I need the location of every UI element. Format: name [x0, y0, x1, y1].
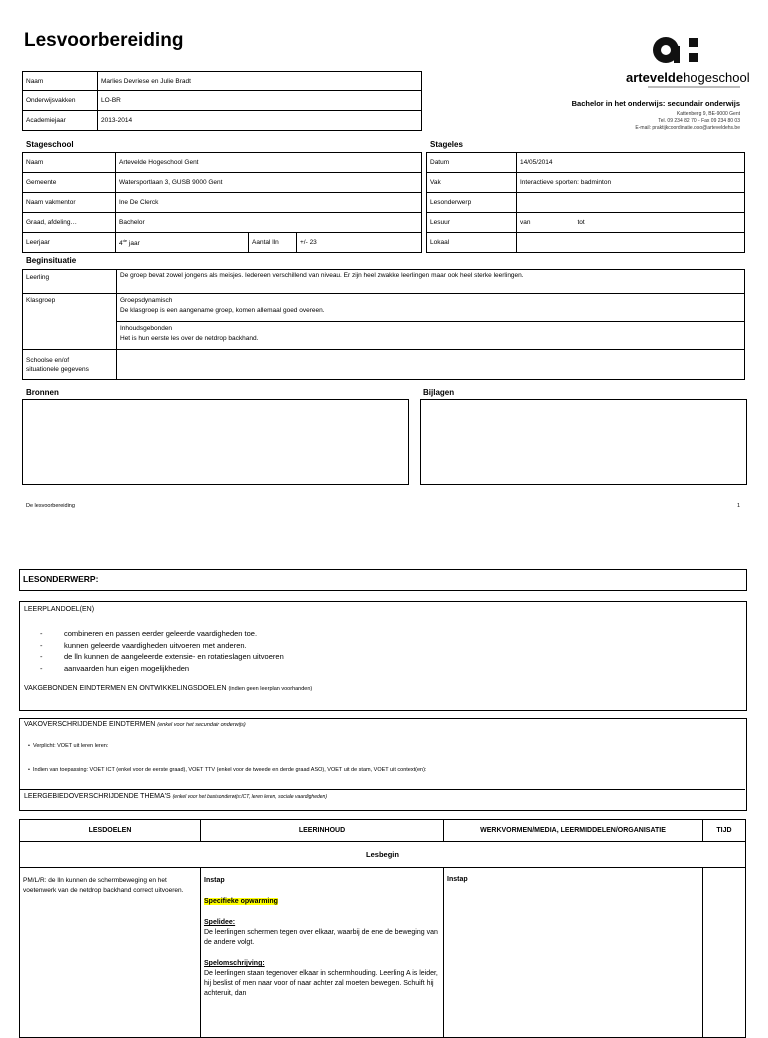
- logo-underline: [648, 86, 740, 88]
- vakoverschrijdend-heading: VAKOVERSCHRIJDENDE EINDTERMEN (enkel voor het secundair onderwijs): [24, 721, 246, 728]
- inhoudsgebonden-value: Het is hun eerste les over de netdrop backhand.: [120, 335, 259, 342]
- lesbegin-row: Lesbegin: [20, 842, 746, 868]
- spelidee-text: De leerlingen schermen tegen over elkaar, waarbij de ene de beweging van de andere volgt.: [204, 929, 438, 946]
- instap-label: Instap: [204, 877, 225, 884]
- beginsituatie-table: [22, 269, 745, 380]
- school-phone: Tel. 09 234 82 70 - Fax 09 234 80 03: [658, 118, 740, 124]
- footer-label: De lesvoorbereiding: [26, 503, 75, 509]
- inhoudsgebonden-cell: [117, 322, 745, 350]
- school-email: E-mail: praktijkcoordinatie.oso@arteveldehs.be: [635, 125, 740, 131]
- leerjaar-label: Leerjaar: [23, 233, 116, 253]
- school-address: Kattenberg 9, BE-9000 Gent: [676, 111, 740, 117]
- info-label: Naam: [23, 72, 98, 91]
- leerplandoelen-heading: LEERPLANDOEL(EN): [24, 606, 95, 613]
- stageschool-label: Gemeente: [23, 173, 116, 193]
- stageles-label: Datum: [427, 153, 517, 173]
- list-item: - combineren en passen eerder geleerde vaardigheden toe.: [40, 629, 258, 638]
- stageles-label: Lokaal: [427, 233, 517, 253]
- spelomschrijving-title: Spelomschrijving:: [204, 960, 265, 967]
- lesonderwerp-box: [19, 569, 747, 591]
- artevelde-logo-icon: [650, 34, 706, 66]
- stageles-value: 14/05/2014: [517, 153, 745, 173]
- info-label: Academiejaar: [23, 111, 98, 131]
- info-value: 2013-2014: [98, 111, 422, 131]
- toepassing-item: • Indien van toepassing: VOET ICT (enkel voor de eerste graad), VOET TTV (enkel voor de tweede en derde graad ASO), VOET uit de stam, VOET uit context(en):: [28, 767, 427, 773]
- stageschool-table: [22, 152, 422, 253]
- stageschool-label: Graad, afdeling…: [23, 213, 116, 233]
- aantal-label: Aantal lln: [249, 233, 297, 253]
- leerling-label: Leerling: [23, 270, 117, 294]
- lesuur-van: van: [517, 213, 575, 233]
- program-name: Bachelor in het onderwijs: secundair onderwijs: [571, 99, 740, 108]
- stageschool-label: Naam vakmentor: [23, 193, 116, 213]
- bronnen-heading: Bronnen: [26, 388, 59, 397]
- leerinhoud-cell: [201, 868, 444, 1038]
- school-logo-text: [626, 70, 750, 85]
- bronnen-box: [22, 399, 409, 485]
- stageschool-label: Naam: [23, 153, 116, 173]
- page-number: 1: [737, 503, 741, 509]
- stageles-value: [517, 233, 745, 253]
- list-item: - de lln kunnen de aangeleerde extensie- en rotatieslagen uitvoeren: [40, 652, 284, 661]
- info-value: Marlies Devriese en Julie Bradt: [98, 72, 422, 91]
- leerplandoelen-box: [19, 601, 747, 711]
- list-item: - aanvaarden hun eigen mogelijkheden: [40, 663, 190, 673]
- logo-text-bold: artevelde: [626, 70, 684, 85]
- header-leerinhoud: LEERINHOUD: [201, 820, 444, 842]
- klasgroep-label: Klasgroep: [23, 294, 117, 350]
- leergebied-heading: LEERGEBIEDOVERSCHRIJDENDE THEMA'S (enkel voor het basisonderwijs:ICT, leren leren, sociale vaardigheden): [24, 793, 327, 800]
- vakoverschrijdend-box: [19, 718, 747, 811]
- info-value: LO-BR: [98, 91, 422, 111]
- stageschool-value: Ine De Clerck: [116, 193, 422, 213]
- lesonderwerp-label: LESONDERWERP:: [23, 574, 99, 584]
- verplicht-item: • Verplicht: VOET uit leren leren:: [28, 743, 109, 749]
- groepsdynamisch-cell: [117, 294, 745, 322]
- leerling-value: De groep bevat zowel jongens als meisjes. Iedereen verschillend van niveau. Er zijn heel zwakke leerlingen maar ook heel sterke leerlingen.: [117, 270, 745, 294]
- header-tijd: TIJD: [703, 820, 746, 842]
- leerplandoelen-list: [40, 628, 284, 674]
- stageschool-value: Bachelor: [116, 213, 422, 233]
- logo-text-normal: hogeschool: [683, 70, 750, 85]
- divider: [19, 789, 745, 790]
- stageles-heading: Stageles: [430, 140, 463, 149]
- stageles-value: Interactieve sporten: badminton: [517, 173, 745, 193]
- info-label: Onderwijsvakken: [23, 91, 98, 111]
- aantal-value: +/- 23: [297, 233, 422, 253]
- stageles-label: Vak: [427, 173, 517, 193]
- stageschool-heading: Stageschool: [26, 140, 74, 149]
- lesdoel-cell: PM/L/R: de lln kunnen de schermbeweging en het voetenwerk van de netdrop backhand correct uitvoeren.: [20, 868, 201, 1038]
- stageschool-value: Watersportlaan 3, GUSB 9000 Gent: [116, 173, 422, 193]
- leerjaar-value: 4de jaar: [116, 233, 249, 253]
- student-info-table: [22, 71, 422, 131]
- spelidee-title: Spelidee:: [204, 919, 236, 926]
- beginsituatie-heading: Beginsituatie: [26, 256, 77, 265]
- lesson-table: [19, 819, 746, 1038]
- header-lesdoelen: LESDOELEN: [20, 820, 201, 842]
- specifieke-opwarming: Specifieke opwarming: [204, 898, 278, 905]
- spelomschrijving-text: De leerlingen staan tegenover elkaar in schermhouding. Leerling A is leider, hij beslist of men naar voor of naar achter zal moeten bewegen. Schuift hij achteruit, dan: [204, 970, 438, 997]
- lesuur-tot: tot: [575, 213, 745, 233]
- stageles-value: [517, 193, 745, 213]
- stageles-label: Lesonderwerp: [427, 193, 517, 213]
- werkvormen-cell: Instap: [444, 868, 703, 1038]
- stageles-table: [426, 152, 745, 253]
- vakgebonden-heading: VAKGEBONDEN EINDTERMEN EN ONTWIKKELINGSDOELEN (indien geen leerplan voorhanden): [24, 685, 313, 692]
- stageles-label: Lesuur: [427, 213, 517, 233]
- schoolse-value: [117, 350, 745, 380]
- inhoudsgebonden-title: Inhoudsgebonden: [120, 325, 173, 332]
- schoolse-label: Schoolse en/of situationele gegevens: [23, 350, 117, 380]
- groepsdynamisch-value: De klasgroep is een aangename groep, komen allemaal goed overeen.: [120, 307, 325, 314]
- page-title: Lesvoorbereiding: [24, 30, 184, 51]
- bijlagen-heading: Bijlagen: [423, 388, 455, 397]
- header-werkvormen: WERKVORMEN/MEDIA, LEERMIDDELEN/ORGANISATIE: [444, 820, 703, 842]
- stageschool-value: Artevelde Hogeschool Gent: [116, 153, 422, 173]
- tijd-cell: [703, 868, 746, 1038]
- groepsdynamisch-title: Groepsdynamisch: [120, 297, 173, 304]
- list-item: - kunnen geleerde vaardigheden uitvoeren met anderen.: [40, 640, 247, 650]
- bijlagen-box: [420, 399, 747, 485]
